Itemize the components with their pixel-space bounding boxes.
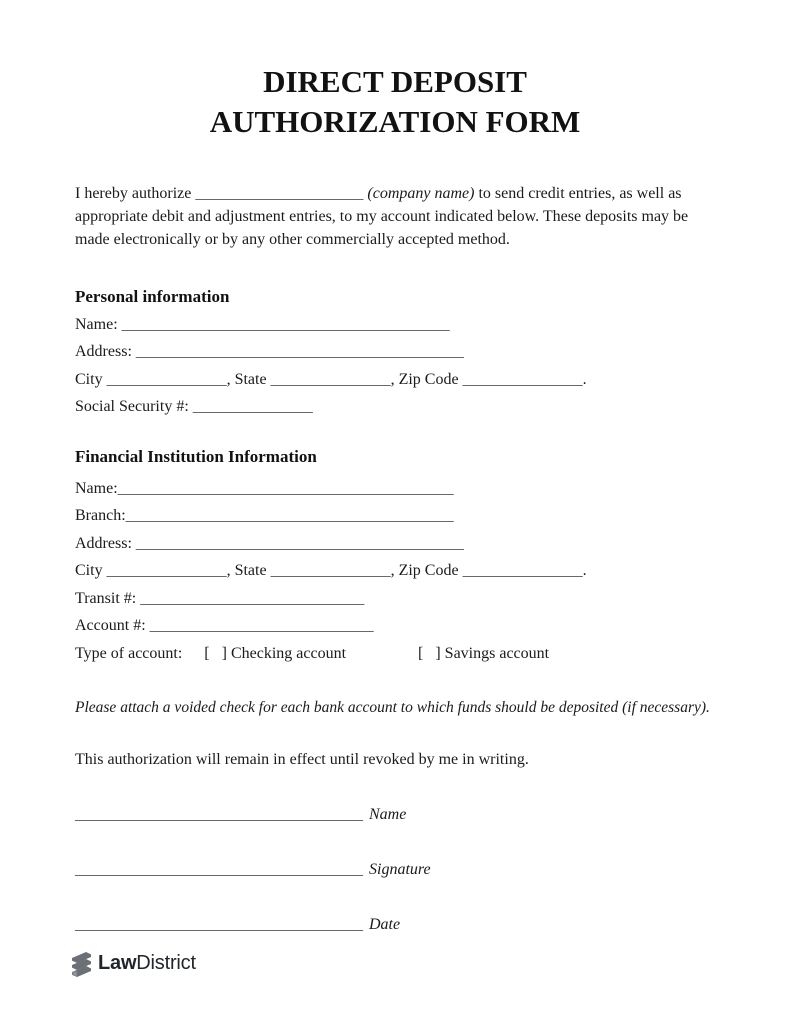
financial-account-label: Account #: bbox=[75, 617, 150, 635]
financial-branch-row bbox=[75, 502, 715, 530]
personal-address-blank[interactable]: _________________________________________ bbox=[135, 343, 464, 361]
financial-name-row bbox=[75, 475, 715, 503]
intro-rest: to send credit entries, as well as appropriate debit and adjustment entries, to my account indicated below. These deposits may be made electronically or by any other commercially accepted method. bbox=[75, 184, 689, 248]
signature-name-row bbox=[75, 804, 715, 825]
signature-name-blank[interactable]: ____________________________________ bbox=[75, 806, 363, 824]
title-line-2: AUTHORIZATION FORM bbox=[209, 103, 581, 139]
financial-state-blank[interactable]: _______________ bbox=[270, 562, 391, 580]
financial-city-state-zip-row bbox=[75, 557, 715, 585]
financial-branch-label: Branch: bbox=[75, 507, 126, 525]
financial-state-label: , State bbox=[226, 562, 271, 580]
signature-signature-row bbox=[75, 859, 715, 880]
financial-name-label: Name: bbox=[75, 479, 118, 497]
financial-transit-blank[interactable]: ____________________________ bbox=[140, 589, 365, 607]
company-name-hint: (company name) bbox=[363, 184, 479, 202]
personal-city-state-zip-row bbox=[75, 366, 715, 394]
financial-zip-label: , Zip Code bbox=[390, 562, 463, 580]
checking-account-checkbox[interactable]: [ ] Checking account bbox=[204, 644, 347, 662]
financial-line-end: . bbox=[582, 562, 587, 580]
personal-ssn-blank[interactable]: _______________ bbox=[192, 398, 313, 416]
section-heading-personal: Personal information bbox=[75, 286, 230, 306]
financial-account-row bbox=[75, 612, 715, 640]
financial-city-label: City bbox=[75, 562, 107, 580]
personal-city-label: City bbox=[75, 370, 107, 388]
personal-address-row bbox=[75, 338, 715, 366]
authorization-effect-statement: This authorization will remain in effect until revoked by me in writing. bbox=[75, 751, 529, 769]
financial-city-blank[interactable]: _______________ bbox=[106, 562, 227, 580]
financial-transit-row bbox=[75, 585, 715, 613]
financial-transit-label: Transit #: bbox=[75, 589, 141, 607]
lawdistrict-logo bbox=[68, 950, 196, 977]
section-heading-financial: Financial Institution Information bbox=[75, 446, 317, 466]
signature-name-label: Name bbox=[369, 806, 407, 824]
financial-zip-blank[interactable]: _______________ bbox=[462, 562, 583, 580]
financial-branch-blank[interactable]: _________________________________________ bbox=[125, 507, 454, 525]
lawdistrict-logo-text bbox=[98, 952, 196, 975]
intro-prefix: I hereby authorize bbox=[75, 184, 196, 202]
financial-name-blank[interactable]: __________________________________________ bbox=[117, 479, 454, 497]
personal-ssn-row bbox=[75, 393, 715, 421]
personal-line-end: . bbox=[582, 370, 587, 388]
intro-paragraph bbox=[75, 182, 715, 251]
personal-name-row bbox=[75, 311, 715, 339]
account-type-row bbox=[75, 640, 715, 668]
personal-state-blank[interactable]: _______________ bbox=[270, 370, 391, 388]
personal-zip-blank[interactable]: _______________ bbox=[462, 370, 583, 388]
signature-signature-blank[interactable]: ____________________________________ bbox=[75, 861, 363, 879]
personal-city-blank[interactable]: _______________ bbox=[106, 370, 227, 388]
signature-date-label: Date bbox=[369, 916, 401, 934]
signature-date-row bbox=[75, 914, 715, 935]
logo-text-district: District bbox=[136, 952, 196, 974]
personal-address-label: Address: bbox=[75, 343, 136, 361]
financial-address-row bbox=[75, 530, 715, 558]
financial-address-blank[interactable]: _________________________________________ bbox=[135, 534, 464, 552]
page-title bbox=[75, 62, 715, 142]
personal-name-label: Name: bbox=[75, 315, 122, 333]
personal-ssn-label: Social Security #: bbox=[75, 398, 193, 416]
personal-name-blank[interactable]: _________________________________________ bbox=[121, 315, 450, 333]
company-name-blank[interactable]: _____________________ bbox=[195, 184, 364, 202]
signature-date-blank[interactable]: ____________________________________ bbox=[75, 916, 363, 934]
voided-check-note: Please attach a voided check for each bank account to which funds should be deposited (if necessary). bbox=[75, 699, 710, 717]
savings-account-checkbox[interactable]: [ ] Savings account bbox=[418, 644, 550, 662]
title-line-1: DIRECT DEPOSIT bbox=[263, 64, 527, 99]
logo-text-law: Law bbox=[98, 952, 137, 974]
financial-account-blank[interactable]: ____________________________ bbox=[149, 617, 374, 635]
financial-address-label: Address: bbox=[75, 534, 136, 552]
personal-state-label: , State bbox=[226, 370, 271, 388]
signature-signature-label: Signature bbox=[369, 861, 431, 879]
account-type-label: Type of account: bbox=[75, 644, 183, 662]
stacked-documents-icon bbox=[68, 950, 93, 977]
personal-zip-label: , Zip Code bbox=[390, 370, 463, 388]
